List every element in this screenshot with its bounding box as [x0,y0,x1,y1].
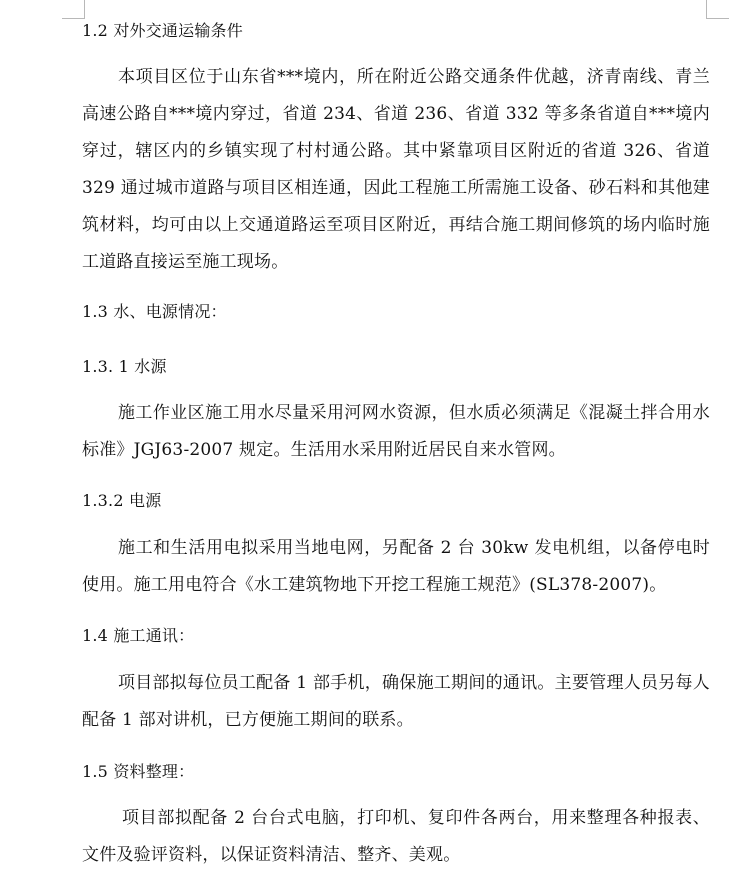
section-heading-1-3-2: 1.3.2 电源 [82,491,162,510]
paragraph-transport: 本项目区位于山东省***境内，所在附近公路交通条件优越，济青南线、青兰高速公路自***境内穿过，省道 234、省道 236、省道 332 等多条省道自***境内穿过，辖区内的乡镇实现了村村通公路。其中紧靠项目区附近的省道 326、省道 329 通过城市道路与项目区相连通，因此工程施工所需施工设备、砂石料和其他建筑材料，均可由以上交通道路运至项目区附近，再结合施工期间修筑的场内临时施工道路直接运至施工现场。 [82,67,710,272]
section-heading-1-4: 1.4 施工通讯： [82,626,195,645]
paragraph-communication: 项目部拟每位员工配备 1 部手机，确保施工期间的通讯。主要管理人员另每人配备 1 部对讲机，已方便施工期间的联系。 [82,673,710,730]
paragraph-power-source: 施工和生活用电拟采用当地电网，另配备 2 台 30kw 发电机组，以备停电时使用。施工用电符合《水工建筑物地下开挖工程施工规范》(SL378-2007)。 [82,538,710,595]
section-body-1-2 [82,59,710,281]
section-body-1-3-2 [82,530,710,604]
section-heading-1-3-1: 1.3. 1 水源 [82,357,167,376]
section-heading-1-3: 1.3 水、电源情况： [82,302,227,321]
section-heading-1-2: 1.2 对外交通运输条件 [82,21,243,40]
paragraph-documentation: 项目部拟配备 2 台台式电脑，打印机、复印件各两台，用来整理各种报表、文件及验评资料，以保证资料清洁、整齐、美观。 [82,808,710,865]
paragraph-water-source: 施工作业区施工用水尽量采用河网水资源，但水质必须满足《混凝土拌合用水标准》JGJ63-2007 规定。生活用水采用附近居民自来水管网。 [82,403,710,460]
section-body-1-4 [82,665,710,739]
section-heading-1-5: 1.5 资料整理： [82,762,195,781]
margin-corner-mark-left [62,0,85,19]
margin-corner-mark-right [706,0,729,19]
section-body-1-5 [82,800,710,874]
section-body-1-3-1 [82,395,710,469]
